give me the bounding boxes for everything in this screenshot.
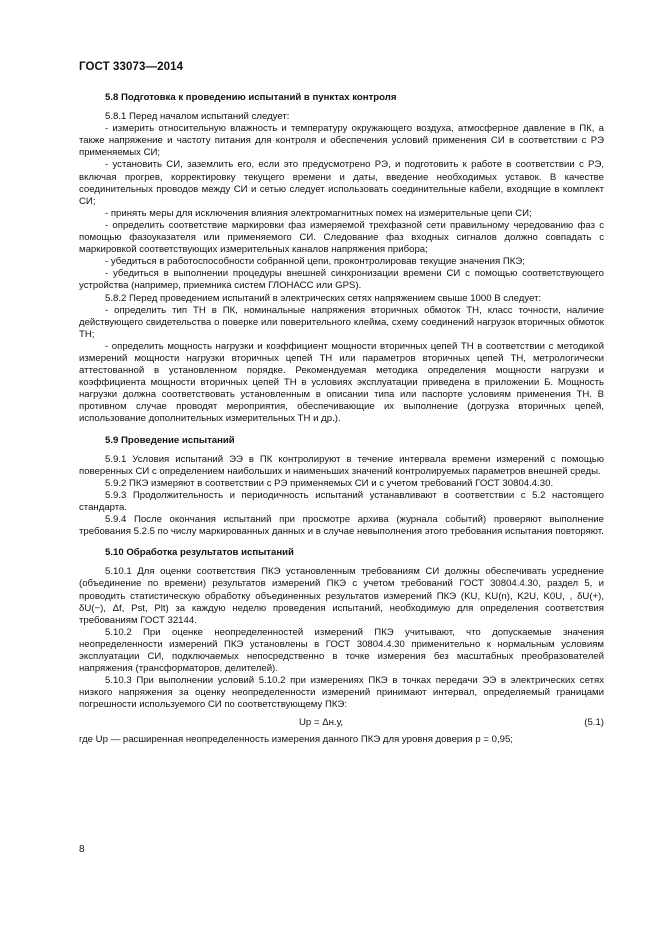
paragraph: - убедиться в работоспособности собранной цепи, проконтролировав текущие значения ПКЭ; — [105, 256, 525, 268]
paragraph: - принять меры для исключения влияния электромагнитных помех на измерительные цепи СИ; — [105, 207, 532, 219]
paragraph: 5.9.4 После окончания испытаний при просмотре архива (журнала событий) проверяют выполнение требования 5.2.5 по числу маркированных данных и в случае невыполнения этого требования испытания повторяют. — [79, 514, 604, 538]
section-heading: 5.9 Проведение испытаний — [105, 434, 235, 446]
paragraph: 5.9.3 Продолжительность и периодичность испытаний устанавливают в соответствии с 5.2 настоящего стандарта. — [79, 489, 604, 513]
paragraph: - измерить относительную влажность и температуру окружающего воздуха, атмосферное давление в ПК, а также напряжение и частоту питания для контроля и обеспечения условий применения СИ в соответствии с РЭ применяемых СИ; — [79, 123, 604, 159]
section-heading: 5.10 Обработка результатов испытаний — [105, 547, 294, 559]
formula-explanation: где Uр — расширенная неопределенность измерения данного ПКЭ для уровня доверия p = 0,95; — [79, 733, 513, 745]
formula-expression: Uр = Δн.у, — [299, 716, 344, 728]
paragraph: 5.9.1 Условия испытаний ЭЭ в ПК контролируют в течение интервала времени измерений с помощью поверенных СИ с определением наибольших и наименьших значений контролируемых параметров внешней среды. — [79, 453, 604, 477]
paragraph: - установить СИ, заземлить его, если это предусмотрено РЭ, и подготовить к работе в соответствии с РЭ, включая прогрев, корректировку текущего времени и даты, введение необходимых уставок. В качестве соединительных проводов между СИ и сетью следует использовать соединительные кабели, входящие в комплект СИ; — [79, 159, 604, 207]
paragraph: - определить соответствие маркировки фаз измеряемой трехфазной сети правильному чередованию фаз с помощью фазоуказателя или применяемого СИ. Следование фаз входных сигналов должно совпадать с маркировкой соответствующих измерительных каналов напряжения прибора; — [79, 219, 604, 256]
paragraph: 5.9.2 ПКЭ измеряют в соответствии с РЭ применяемых СИ и с учетом требований ГОСТ 30804.4.30. — [105, 477, 554, 489]
paragraph: 5.8.2 Перед проведением испытаний в электрических сетях напряжением свыше 1000 В следует: — [105, 292, 542, 304]
paragraph: 5.8.1 Перед началом испытаний следует: — [105, 111, 290, 123]
paragraph: 5.10.1 Для оценки соответствия ПКЭ установленным требованиям СИ должны обеспечивать усреднение (объединение по времени) результатов измерений ПКЭ с учетом требований ГОСТ 30804.4.30, раздел 5, и проводить статистическую обработку объединенных результатов измерений ПКЭ (KU, KU(n), K2U, K0U, , δU(+), δU(−), Δf, Pst, Plt) за каждую неделю проведения испытаний, необходимую для определения соответствия требованиям ГОСТ 32144. — [79, 566, 604, 626]
section-heading: 5.8 Подготовка к проведению испытаний в пунктах контроля — [105, 92, 397, 103]
paragraph: 5.10.2 При оценке неопределенностей измерений ПКЭ учитывают, что допускаемые значения неопределенности измерений ПКЭ установлены в ГОСТ 30804.4.30 применительно к нормальным условиям эксплуатации СИ, подключаемых непосредственно в точке измерения без масштабных преобразователей напряжения (трансформаторов, делителей). — [79, 626, 604, 675]
page-number: 8 — [79, 844, 85, 855]
standard-header: ГОСТ 33073—2014 — [79, 61, 184, 73]
paragraph: - определить тип ТН в ПК, номинальные напряжения вторичных обмоток ТН, класс точности, наличие действующего свидетельства о поверке или поверительного клейма, схему соединений нагрузок вторичных обмоток ТН; — [79, 304, 604, 340]
formula-line — [79, 717, 604, 731]
formula-number: (5.1) — [584, 716, 604, 728]
paragraph: 5.10.3 При выполнении условий 5.10.2 при измерениях ПКЭ в точках передачи ЭЭ в электрических сетях низкого напряжения за оценку неопределенности измерений принимают интервал, определяемый границами погрешности используемого СИ по соответствующему ПКЭ: — [79, 675, 604, 711]
paragraph: - определить мощность нагрузки и коэффициент мощности вторичных цепей ТН в соответствии с методикой измерений мощности нагрузки вторичных цепей ТН или параметров вторичных цепей ТН, метрологически аттестованной в установленном порядке. Рекомендуемая методика определения мощности нагрузки и коэффициента мощности вторичных цепей ТН в условиях эксплуатации приведена в приложении Б. Мощность нагрузки должна соответствовать установленным в описании типа или паспорте условиям применения ТН. В противном случае проводят мероприятия, обеспечивающие их выполнение (догрузка вторичных цепей, использование дополнительных измерительных ТН и др.). — [79, 340, 604, 425]
document-body — [79, 92, 604, 746]
paragraph: - убедиться в выполнении процедуры внешней синхронизации времени СИ с помощью соответствующего устройства (например, приемника систем ГЛОНАСС или GPS). — [79, 268, 604, 292]
